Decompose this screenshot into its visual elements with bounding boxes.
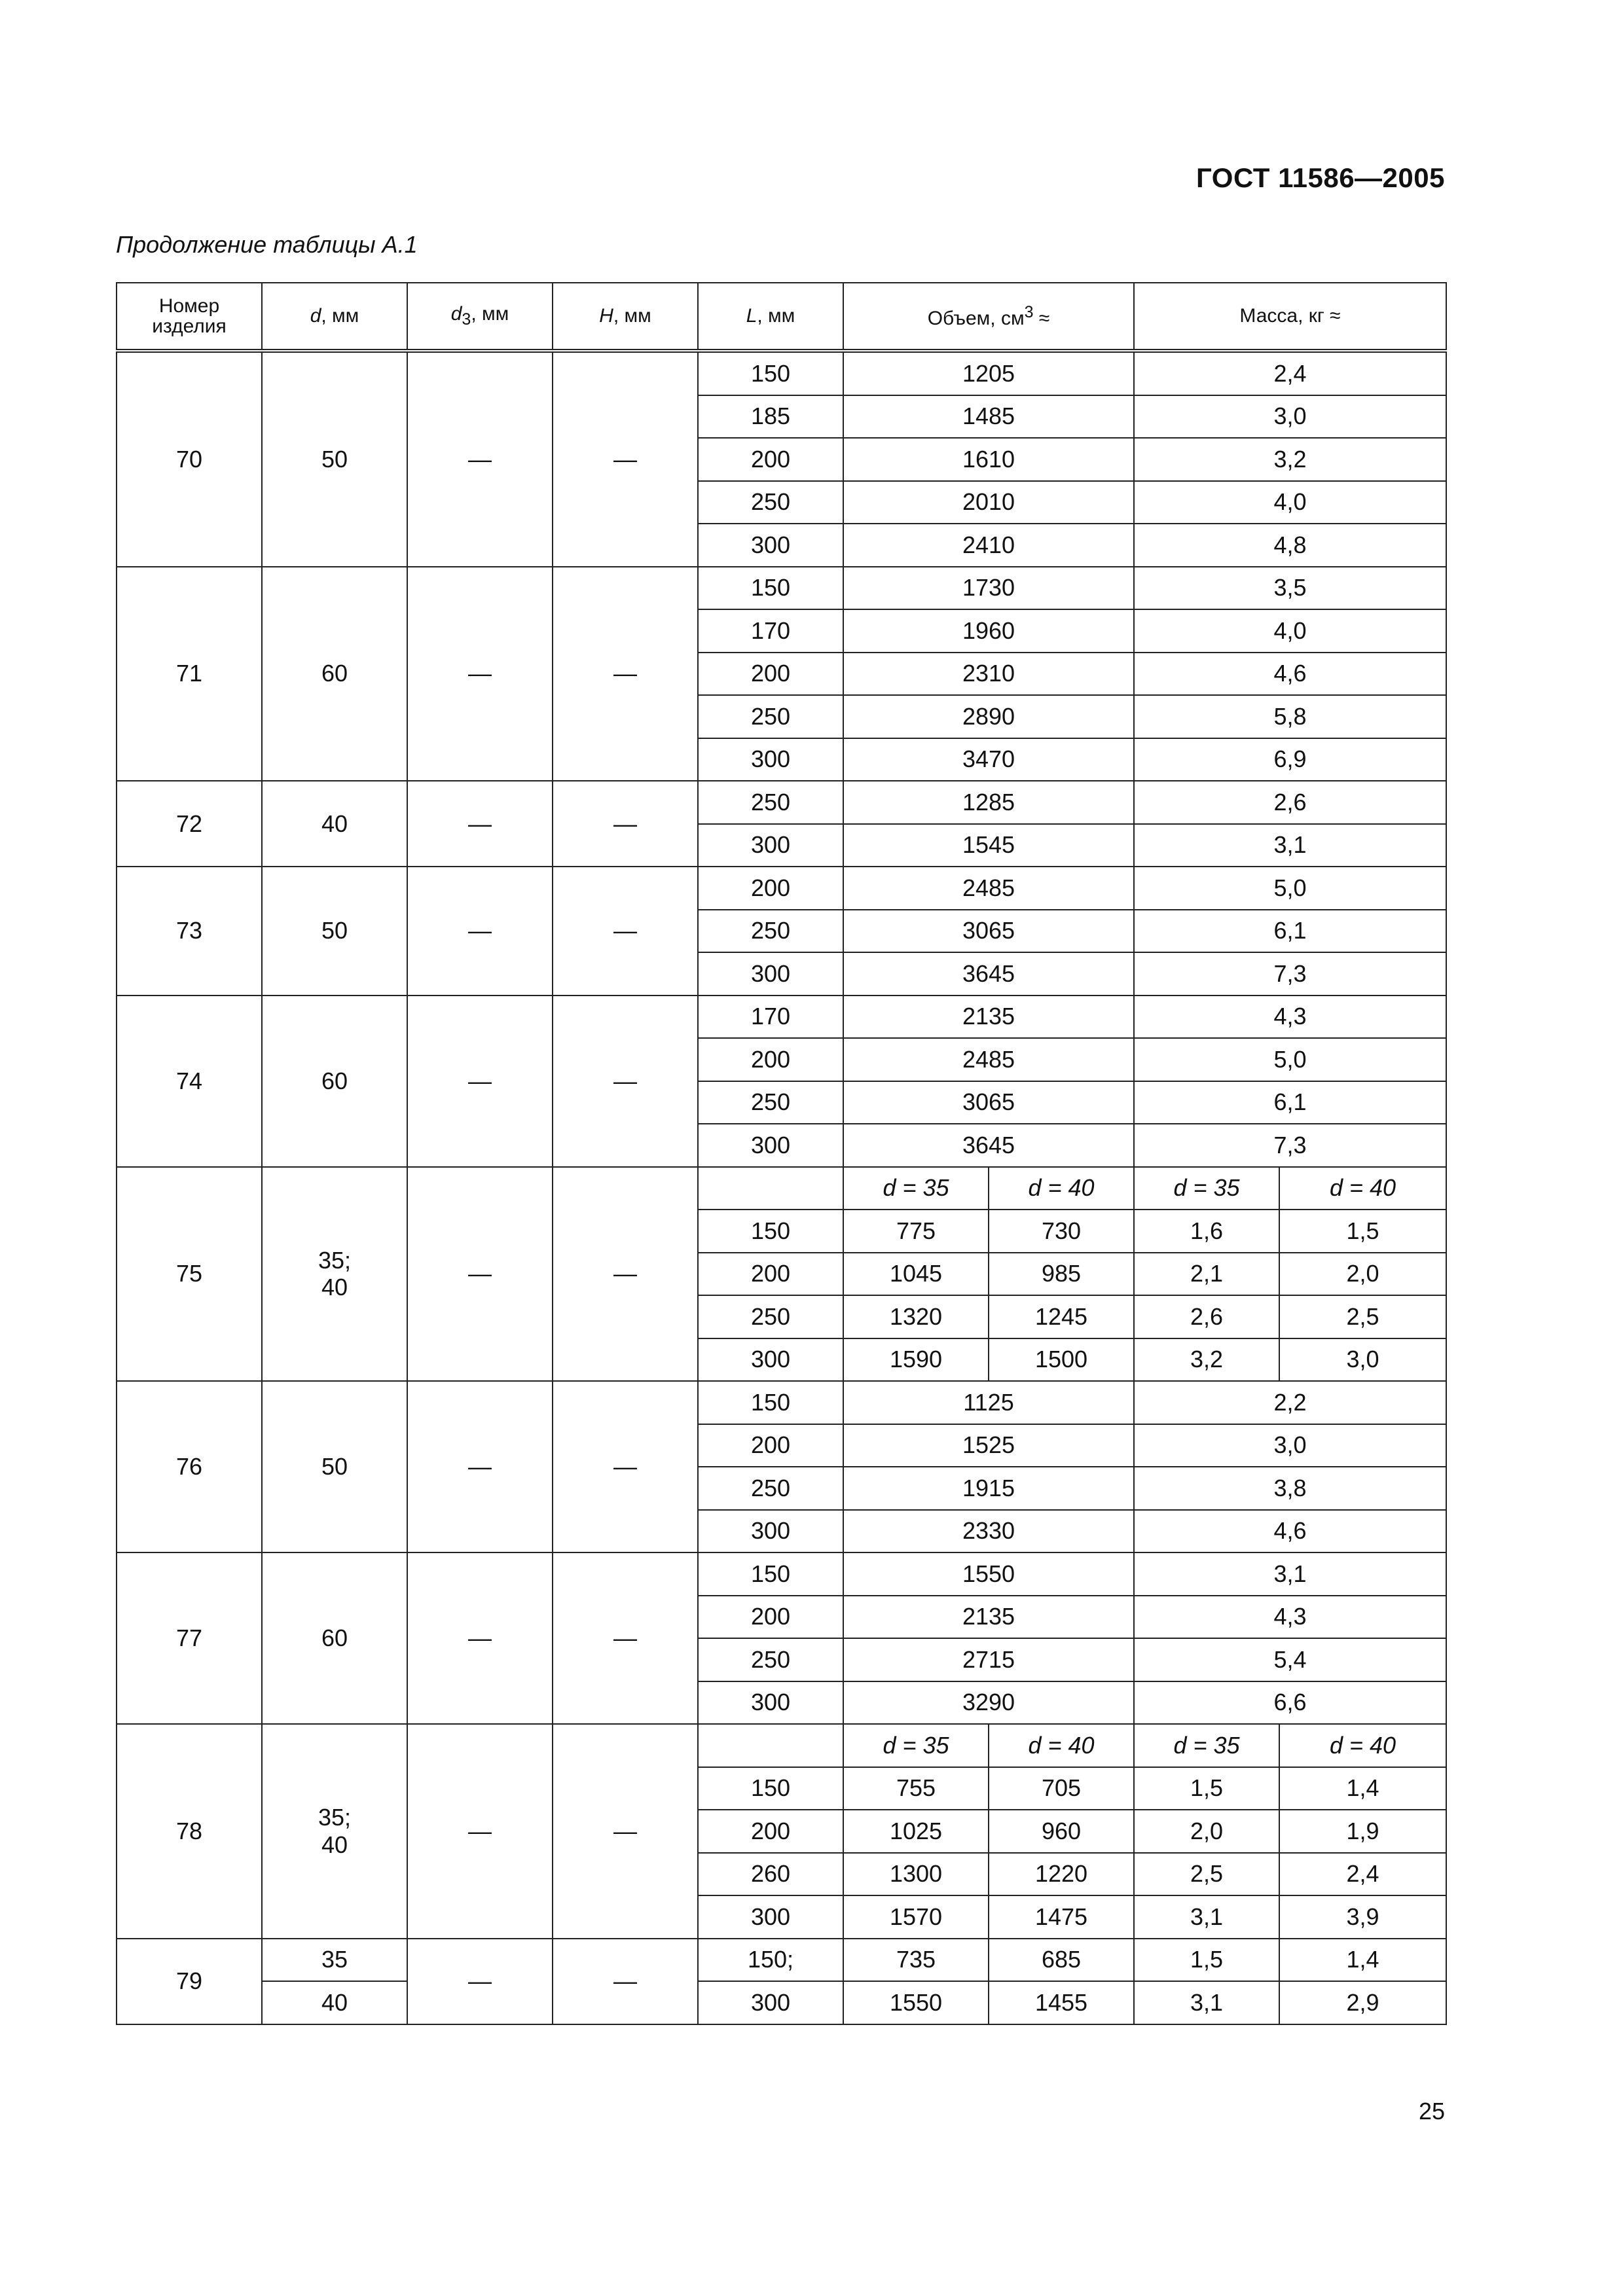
cell-l: 250	[698, 695, 843, 738]
header-item-number-line1: Номер	[158, 295, 220, 317]
cell-mass-d35: 1,5	[1134, 1939, 1279, 1982]
cell-l: 300	[698, 1981, 843, 2024]
cell-d3: —	[407, 1167, 553, 1382]
cell-mass: 7,3	[1134, 1124, 1446, 1167]
cell-mass: 3,1	[1134, 1552, 1446, 1596]
cell-mass: 6,6	[1134, 1681, 1446, 1725]
cell-mass: 4,0	[1134, 481, 1446, 524]
cell-h: —	[553, 1167, 698, 1382]
header-d-symbol: d	[310, 305, 321, 327]
header-d3	[407, 283, 553, 351]
header-volume-approx: ≈	[1033, 307, 1050, 329]
cell-d3: —	[407, 1381, 553, 1552]
cell-volume: 2410	[843, 524, 1134, 567]
table-body	[117, 351, 1446, 2024]
header-mass-approx: ≈	[1324, 305, 1341, 327]
cell-volume-d40: 730	[989, 1210, 1134, 1253]
cell-volume: 1960	[843, 609, 1134, 653]
cell-mass: 2,2	[1134, 1381, 1446, 1424]
cell-volume: 3065	[843, 1081, 1134, 1124]
cell-l: 300	[698, 1681, 843, 1725]
cell-volume: 2715	[843, 1638, 1134, 1681]
cell-subheader-d: d = 40	[989, 1167, 1134, 1210]
cell-d: 60	[262, 1552, 407, 1724]
cell-mass-d40: 2,0	[1279, 1253, 1446, 1296]
cell-mass-d35: 2,0	[1134, 1810, 1279, 1853]
cell-volume: 1125	[843, 1381, 1134, 1424]
cell-volume: 2890	[843, 695, 1134, 738]
cell-item-number: 73	[117, 867, 262, 996]
cell-l: 300	[698, 524, 843, 567]
cell-volume-d35: 1590	[843, 1338, 989, 1382]
cell-mass: 4,6	[1134, 653, 1446, 696]
cell-l: 300	[698, 824, 843, 867]
cell-volume: 1205	[843, 351, 1134, 395]
cell-item-number: 76	[117, 1381, 262, 1552]
cell-l-empty	[698, 1167, 843, 1210]
header-l-unit: , мм	[757, 305, 795, 327]
cell-mass: 6,1	[1134, 1081, 1446, 1124]
cell-mass-d35: 1,5	[1134, 1767, 1279, 1810]
cell-volume: 1545	[843, 824, 1134, 867]
cell-mass: 4,3	[1134, 1596, 1446, 1639]
header-d3-unit: , мм	[471, 303, 509, 325]
header-mass	[1134, 283, 1446, 351]
table-subheader-row	[117, 1724, 1446, 1767]
cell-volume-d40: 1220	[989, 1853, 1134, 1896]
cell-l: 250	[698, 910, 843, 953]
cell-volume: 2135	[843, 996, 1134, 1039]
cell-l: 185	[698, 395, 843, 439]
cell-volume: 1525	[843, 1424, 1134, 1467]
cell-item-number: 75	[117, 1167, 262, 1382]
cell-d: 60	[262, 567, 407, 781]
cell-l: 150	[698, 1381, 843, 1424]
cell-volume: 3470	[843, 738, 1134, 781]
cell-d: 60	[262, 996, 407, 1167]
cell-l: 250	[698, 1467, 843, 1510]
cell-volume-d35: 1300	[843, 1853, 989, 1896]
cell-l: 150	[698, 567, 843, 610]
cell-volume: 1485	[843, 395, 1134, 439]
cell-item-number: 70	[117, 351, 262, 567]
cell-volume-d40: 1245	[989, 1295, 1134, 1338]
cell-volume-d40: 685	[989, 1939, 1134, 1982]
cell-item-number: 79	[117, 1939, 262, 2024]
cell-d3: —	[407, 1552, 553, 1724]
cell-subheader-d: d = 35	[1134, 1724, 1279, 1767]
cell-h: —	[553, 781, 698, 867]
cell-l: 300	[698, 1895, 843, 1939]
cell-l: 250	[698, 1081, 843, 1124]
header-h	[553, 283, 698, 351]
cell-mass: 7,3	[1134, 952, 1446, 996]
cell-item-number: 77	[117, 1552, 262, 1724]
cell-volume-d35: 775	[843, 1210, 989, 1253]
cell-subheader-d: d = 40	[1279, 1167, 1446, 1210]
cell-l: 170	[698, 996, 843, 1039]
cell-mass: 2,6	[1134, 781, 1446, 824]
cell-d3: —	[407, 567, 553, 781]
table-row	[117, 351, 1446, 395]
cell-mass: 4,8	[1134, 524, 1446, 567]
document-standard-title: ГОСТ 11586—2005	[1196, 162, 1445, 193]
cell-mass: 4,3	[1134, 996, 1446, 1039]
cell-l: 200	[698, 653, 843, 696]
cell-mass: 3,0	[1134, 395, 1446, 439]
cell-mass: 2,4	[1134, 351, 1446, 395]
cell-volume: 3645	[843, 1124, 1134, 1167]
cell-l: 200	[698, 1596, 843, 1639]
cell-mass-d35: 2,1	[1134, 1253, 1279, 1296]
cell-subheader-d: d = 40	[989, 1724, 1134, 1767]
table-subheader-row	[117, 1167, 1446, 1210]
cell-mass-d35: 2,6	[1134, 1295, 1279, 1338]
cell-volume-d40: 1475	[989, 1895, 1134, 1939]
cell-volume-d35: 1550	[843, 1981, 989, 2024]
cell-mass-d35: 2,5	[1134, 1853, 1279, 1896]
cell-mass-d40: 3,0	[1279, 1338, 1446, 1382]
cell-mass-d35: 3,1	[1134, 1981, 1279, 2024]
cell-mass-d40: 1,9	[1279, 1810, 1446, 1853]
cell-mass-d40: 2,9	[1279, 1981, 1446, 2024]
cell-volume: 2330	[843, 1510, 1134, 1553]
cell-subheader-d: d = 35	[843, 1167, 989, 1210]
cell-h: —	[553, 996, 698, 1167]
cell-mass: 3,8	[1134, 1467, 1446, 1510]
cell-l: 150;	[698, 1939, 843, 1982]
cell-volume: 3065	[843, 910, 1134, 953]
cell-mass-d40: 2,4	[1279, 1853, 1446, 1896]
cell-mass-d40: 2,5	[1279, 1295, 1446, 1338]
cell-d: 40	[262, 1981, 407, 2024]
cell-l: 170	[698, 609, 843, 653]
header-volume-label: Объем, см	[927, 307, 1025, 329]
cell-d3: —	[407, 996, 553, 1167]
cell-mass-d35: 3,2	[1134, 1338, 1279, 1382]
cell-d-line2: 40	[321, 1274, 348, 1301]
cell-d: 35	[262, 1939, 407, 1982]
cell-d3: —	[407, 781, 553, 867]
cell-l: 150	[698, 351, 843, 395]
cell-l: 250	[698, 1295, 843, 1338]
cell-l: 300	[698, 1510, 843, 1553]
cell-h: —	[553, 567, 698, 781]
cell-l: 300	[698, 1124, 843, 1167]
table-row	[117, 1981, 1446, 2024]
header-d3-symbol: d	[450, 303, 462, 325]
table-row	[117, 1939, 1446, 1982]
cell-mass: 4,6	[1134, 1510, 1446, 1553]
cell-mass: 4,0	[1134, 609, 1446, 653]
cell-mass: 3,0	[1134, 1424, 1446, 1467]
cell-volume-d35: 755	[843, 1767, 989, 1810]
cell-mass: 5,8	[1134, 695, 1446, 738]
cell-l: 250	[698, 481, 843, 524]
table-row	[117, 1381, 1446, 1424]
cell-l: 200	[698, 1038, 843, 1081]
cell-mass: 5,0	[1134, 867, 1446, 910]
table-row	[117, 996, 1446, 1039]
header-item-number	[117, 283, 262, 351]
cell-mass: 5,4	[1134, 1638, 1446, 1681]
cell-mass-d40: 1,5	[1279, 1210, 1446, 1253]
cell-volume: 2485	[843, 1038, 1134, 1081]
cell-volume-d40: 705	[989, 1767, 1134, 1810]
cell-item-number: 72	[117, 781, 262, 867]
cell-subheader-d: d = 40	[1279, 1724, 1446, 1767]
cell-h: —	[553, 1381, 698, 1552]
header-l-symbol: L	[746, 305, 757, 327]
cell-mass-d35: 3,1	[1134, 1895, 1279, 1939]
cell-l: 150	[698, 1767, 843, 1810]
cell-mass: 3,1	[1134, 824, 1446, 867]
header-volume	[843, 283, 1134, 351]
cell-mass-d40: 1,4	[1279, 1939, 1446, 1982]
cell-l: 200	[698, 1253, 843, 1296]
cell-l: 300	[698, 952, 843, 996]
cell-d-line1: 35;	[318, 1804, 352, 1831]
cell-mass-d35: 1,6	[1134, 1210, 1279, 1253]
cell-h: —	[553, 867, 698, 996]
cell-l: 150	[698, 1210, 843, 1253]
cell-mass-d40: 1,4	[1279, 1767, 1446, 1810]
cell-d: 40	[262, 781, 407, 867]
cell-volume-d35: 1320	[843, 1295, 989, 1338]
cell-d: 50	[262, 351, 407, 567]
dimensions-table	[116, 282, 1447, 2025]
header-h-unit: , мм	[613, 305, 651, 327]
header-d	[262, 283, 407, 351]
cell-item-number: 78	[117, 1724, 262, 1939]
cell-mass: 3,5	[1134, 567, 1446, 610]
cell-volume: 1550	[843, 1552, 1134, 1596]
cell-d-line1: 35;	[318, 1246, 352, 1274]
cell-l: 200	[698, 867, 843, 910]
cell-volume: 1915	[843, 1467, 1134, 1510]
cell-mass: 6,9	[1134, 738, 1446, 781]
cell-volume-d40: 985	[989, 1253, 1134, 1296]
cell-h: —	[553, 1724, 698, 1939]
cell-d-line2: 40	[321, 1831, 348, 1858]
header-l	[698, 283, 843, 351]
cell-mass: 3,2	[1134, 438, 1446, 481]
header-mass-label: Масса, кг	[1239, 305, 1324, 327]
cell-volume: 2135	[843, 1596, 1134, 1639]
table-row	[117, 781, 1446, 824]
cell-l: 250	[698, 781, 843, 824]
cell-mass: 5,0	[1134, 1038, 1446, 1081]
cell-l: 300	[698, 1338, 843, 1382]
cell-volume-d35: 735	[843, 1939, 989, 1982]
table-row	[117, 567, 1446, 610]
cell-h: —	[553, 1939, 698, 2024]
cell-l: 300	[698, 738, 843, 781]
cell-d3: —	[407, 1724, 553, 1939]
cell-d	[262, 1167, 407, 1382]
cell-volume: 1285	[843, 781, 1134, 824]
header-volume-superscript: 3	[1024, 302, 1034, 321]
header-item-number-line2: изделия	[152, 315, 227, 337]
cell-volume: 2485	[843, 867, 1134, 910]
cell-subheader-d: d = 35	[1134, 1167, 1279, 1210]
cell-volume: 1730	[843, 567, 1134, 610]
cell-item-number: 71	[117, 567, 262, 781]
cell-item-number: 74	[117, 996, 262, 1167]
cell-l: 200	[698, 1810, 843, 1853]
header-d3-subscript: 3	[462, 310, 471, 329]
cell-d: 50	[262, 867, 407, 996]
cell-volume-d35: 1045	[843, 1253, 989, 1296]
cell-volume: 2010	[843, 481, 1134, 524]
cell-l: 250	[698, 1638, 843, 1681]
table-header	[117, 283, 1446, 351]
cell-h: —	[553, 1552, 698, 1724]
cell-d3: —	[407, 351, 553, 567]
page-number: 25	[1418, 2098, 1445, 2125]
cell-d3: —	[407, 1939, 553, 2024]
cell-volume: 2310	[843, 653, 1134, 696]
cell-mass-d40: 3,9	[1279, 1895, 1446, 1939]
cell-d3: —	[407, 867, 553, 996]
cell-volume-d40: 960	[989, 1810, 1134, 1853]
cell-mass: 6,1	[1134, 910, 1446, 953]
table-caption: Продолжение таблицы А.1	[116, 231, 418, 258]
header-d-unit: , мм	[321, 305, 359, 327]
cell-volume-d40: 1455	[989, 1981, 1134, 2024]
cell-volume-d35: 1570	[843, 1895, 989, 1939]
cell-l: 200	[698, 438, 843, 481]
cell-volume-d40: 1500	[989, 1338, 1134, 1382]
cell-l-empty	[698, 1724, 843, 1767]
cell-volume: 1610	[843, 438, 1134, 481]
table-row	[117, 867, 1446, 910]
cell-l: 150	[698, 1552, 843, 1596]
header-h-symbol: H	[599, 305, 613, 327]
cell-volume: 3290	[843, 1681, 1134, 1725]
cell-d	[262, 1724, 407, 1939]
cell-subheader-d: d = 35	[843, 1724, 989, 1767]
cell-d: 50	[262, 1381, 407, 1552]
cell-volume-d35: 1025	[843, 1810, 989, 1853]
cell-volume: 3645	[843, 952, 1134, 996]
cell-l: 200	[698, 1424, 843, 1467]
cell-l: 260	[698, 1853, 843, 1896]
table-row	[117, 1552, 1446, 1596]
cell-h: —	[553, 351, 698, 567]
